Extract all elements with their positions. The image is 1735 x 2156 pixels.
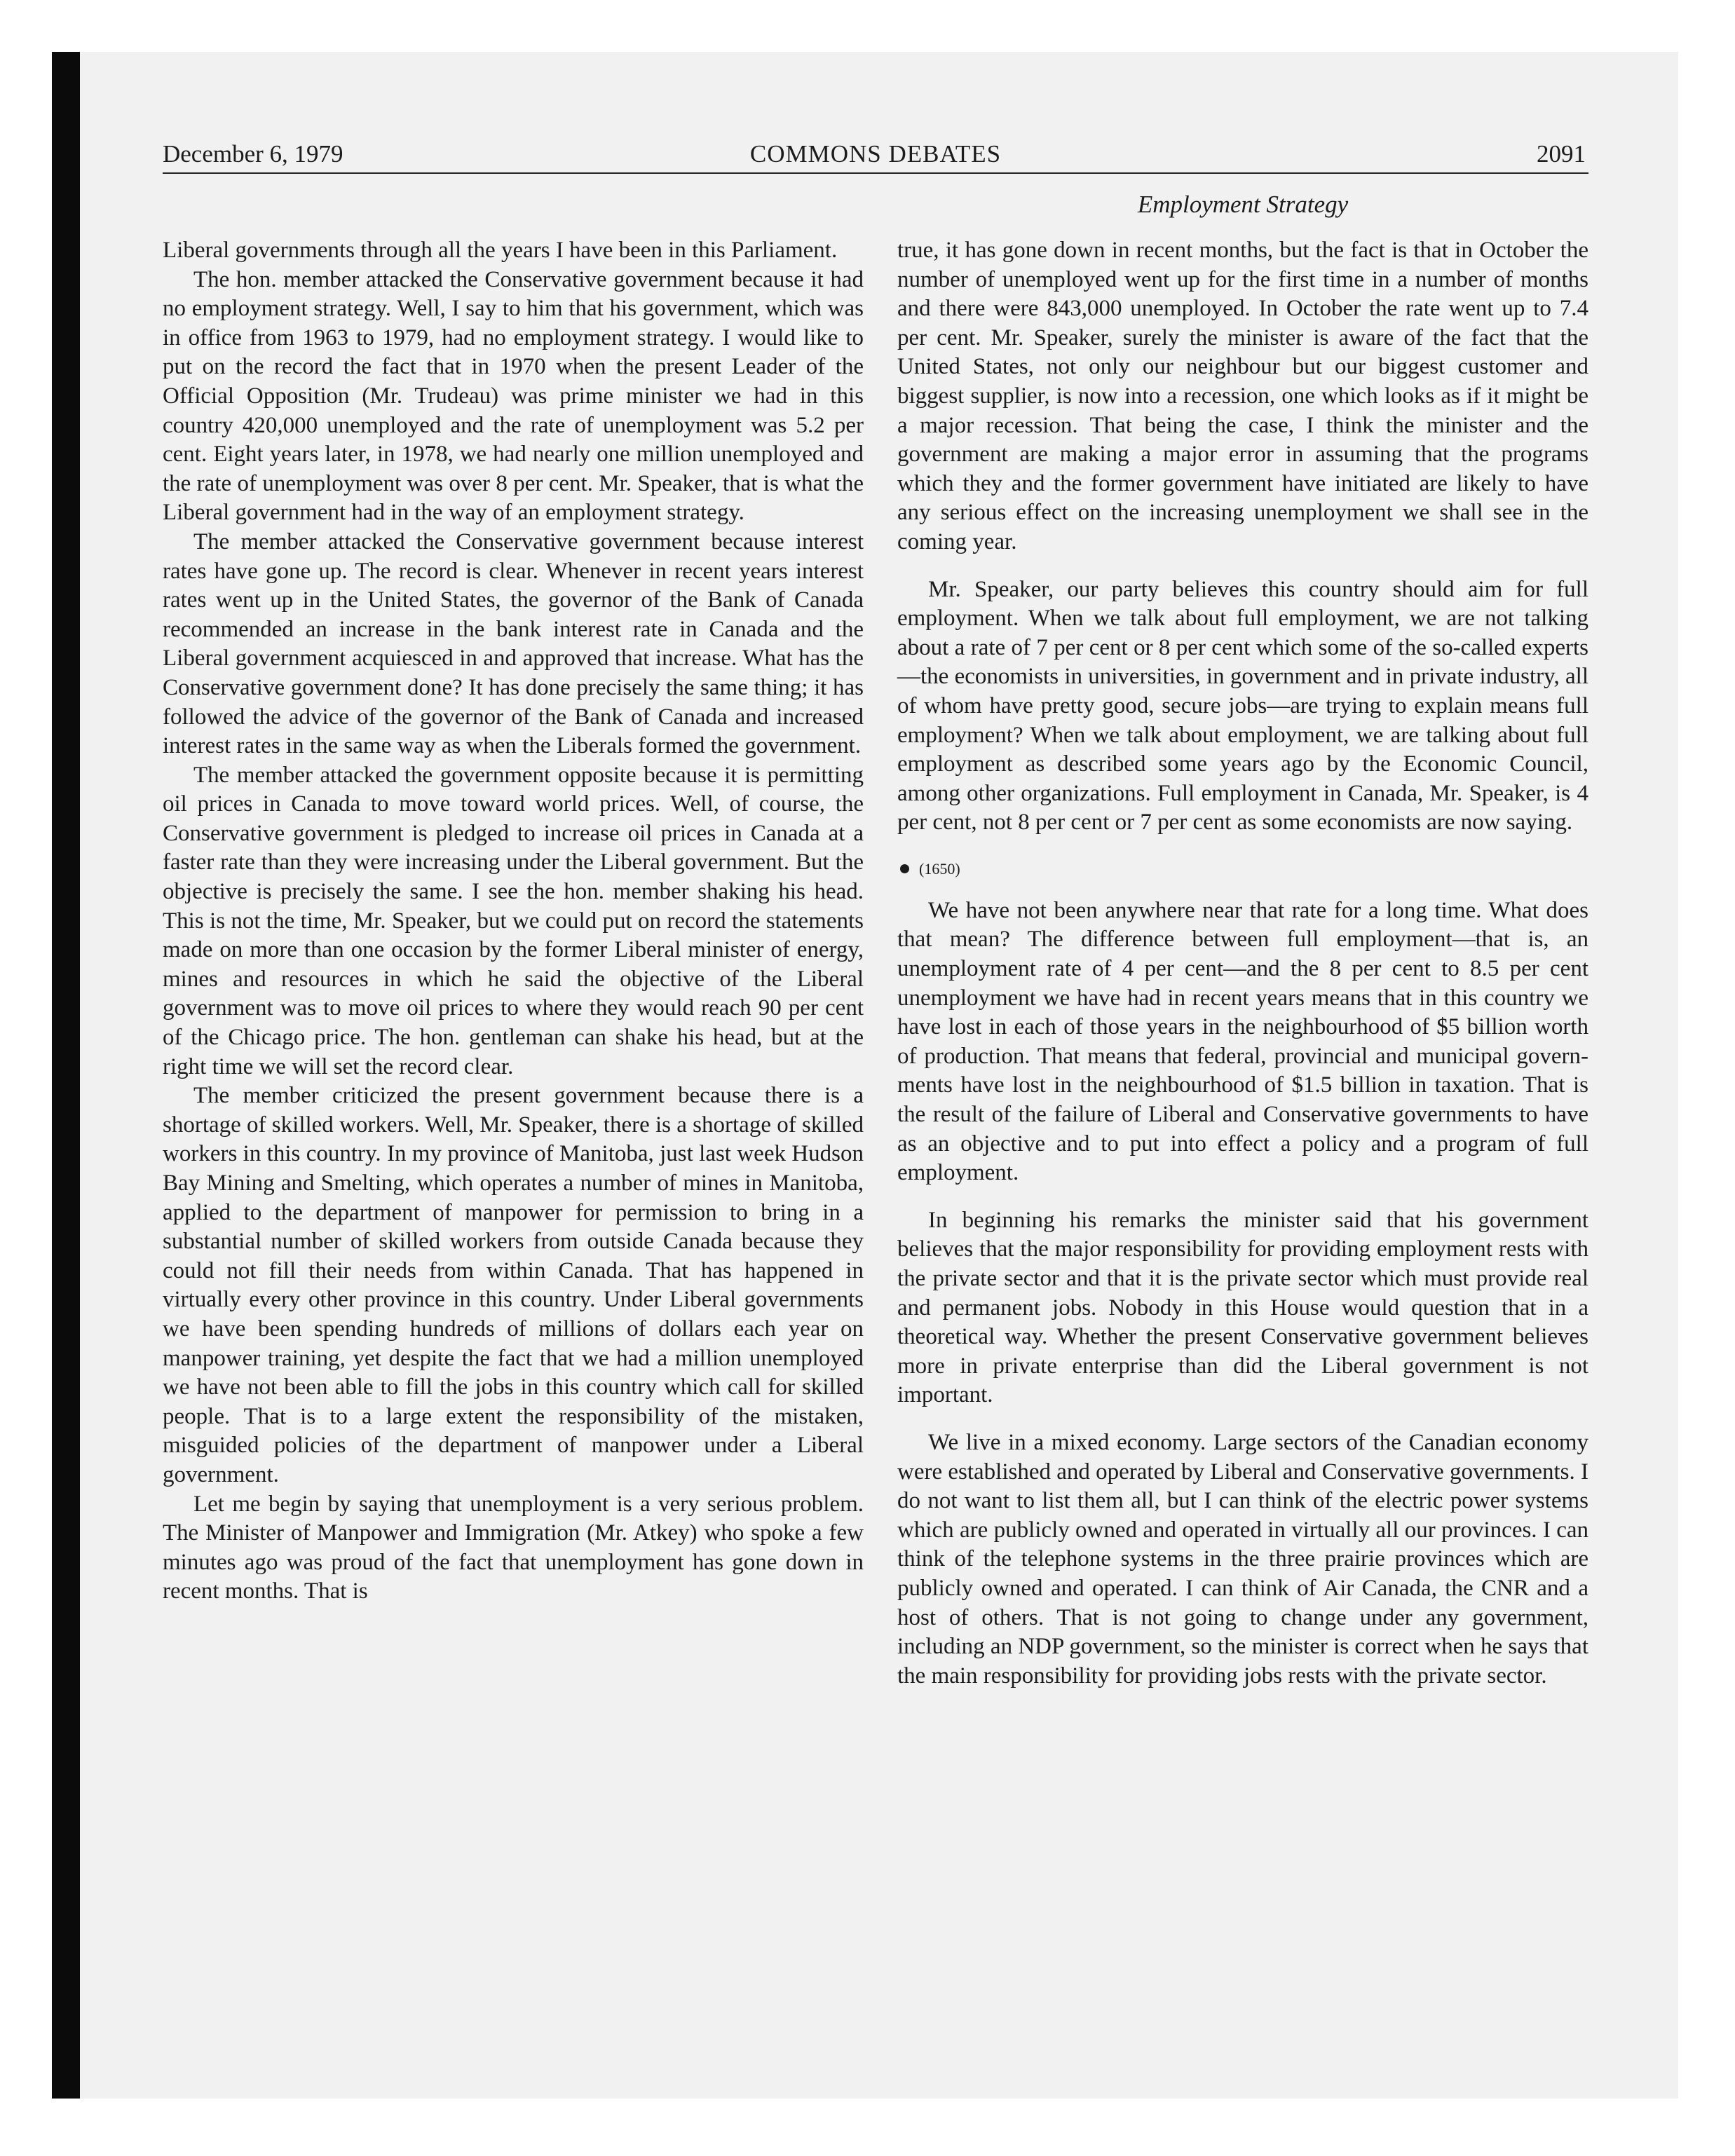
paragraph: Mr. Speaker, our party believes this country should aim for full employment. When we talk about full employment, we are not talking about a rate of 7 per cent or 8 per cent which some of the so-called experts—the economists in universities, in government and in private industry, all of whom have pretty good, secure jobs—are trying to explain means full employment? When we talk about employment, we are talking about full employment as described some years ago by the Economic Council, among other organizations. Full employment in Canada, Mr. Speaker, is 4 per cent, not 8 per cent or 7 per cent as some economists are now saying. [897,576,1588,835]
right-column [897,236,1588,1691]
paragraph: The member attacked the government opposite because it is permitting oil prices in Canada to move toward world prices. Well, of course, the Conservative government is pledged to increase oil prices in Canada at a faster rate than they were increasing under the Liberal government. But the objective is precisely the same. I see the hon. member shaking his head. This is not the time, Mr. Speaker, but we could put on record the statements made on more than one occasion by the former Liberal minister of energy, mines and resources in which he said the objective of the Liberal government was to move oil prices to where they would reach 90 per cent of the Chicago price. The hon. gentleman can shake his head, but at the right time we will set the record clear. [163,762,864,1079]
left-column [163,236,864,1606]
bullet-icon [900,864,909,873]
binding-shadow [52,52,80,2099]
paragraph: In beginning his remarks the minister said that his government believes that the major responsibility for providing employment rests with the private sector and that it is the private sector which must provide real and permanent jobs. Nobody in this House would question that in a theoretical way. Whether the present Conservative government believes more in private enterprise than did the Liberal government is not important. [897,1207,1588,1408]
subject-heading: Employment Strategy [1137,191,1349,218]
paragraph: Let me begin by saying that unemployment is a very serious problem. The Minister of Manpower and Immigration (Mr. Atkey) who spoke a few minutes ago was proud of the fact that unemployment has gone down in recent months. That is [163,1491,864,1604]
time-marker [897,859,1588,880]
paragraph: true, it has gone down in recent months, but the fact is that in October the number of unemployed went up for the first time in a number of months and there were 843,000 unemployed. In October the rate went up to 7.4 per cent. Mr. Speaker, surely the minister is aware of the fact that the United States, not only our neighbour but our biggest customer and biggest supplier, is now into a recession, one which looks as if it might be a major recession. That being the case, I think the minister and the government are making a major error in assuming that the programs which they and the former government have initiated are likely to have any serious effect on the increasing unemployment we shall see in the coming year. [897,238,1588,554]
paragraph: We live in a mixed economy. Large sectors of the Canadian economy were established and operated by Liberal and Conservative governments. I do not want to list them all, but I can think of the electric power systems which are publicly owned and operated in virtually all our provinces. I can think of the telephone systems in the three prairie provinces which are publicly owned and operated. I can think of Air Canada, the CNR and a host of others. That is not going to change under any government, including an NDP government, so the minister is correct when he says that the main responsibility for providing jobs rests with the private sector. [897,1429,1588,1688]
paragraph: The member criticized the present government because there is a shortage of skilled workers. Well, Mr. Speaker, there is a shortage of skilled workers in this country. In my province of Manitoba, just last week Hudson Bay Mining and Smelting, which operates a number of mines in Manitoba, applied to the department of manpower for permission to bring in a substantial number of skilled workers from outside Canada because they could not fill their needs from within Canada. That has happened in virtually every other province in this country. Under Liberal governments we have been spending hundreds of millions of dollars each year on manpower training, yet despite the fact that we had a million unemployed we have not been able to fill the jobs in this country which call for skilled people. That is to a large extent the responsibility of the mistaken, misguided policies of the department of manpower under a Liberal government. [163,1083,864,1487]
paragraph: We have not been anywhere near that rate for a long time. What does that mean? The difference between full employment—that is, an unemployment rate of 4 per cent—and the 8 per cent to 8.5 per cent unemployment we have had in recent years means that in this country we have lost in each of those years in the neighbourhood of $5 billion worth of production. That means that federal, provincial and municipal governments have lost in the neighbourhood of $1.5 billion in taxation. That is the result of the failure of Liberal and Conservative governments to have as an objective and to put into effect a policy and a program of full employment. [897,897,1588,1186]
header-page-number: 2091 [1537,140,1586,168]
paragraph: The member attacked the Conservative government because interest rates have gone up. The record is clear. Whenever in recent years interest rates went up in the United States, the governor of the Bank of Canada recommended an increase in the bank interest rate in Canada and the Liberal government acquiesced in and approved that increase. What has the Conservative government done? It has done precisely the same thing; it has followed the advice of the governor of the Bank of Canada and increased interest rates in the same way as when the Liberals formed the government. [163,528,864,759]
paragraph: The hon. member attacked the Conservative government because it had no employment strategy. Well, I say to him that his government, which was in office from 1963 to 1979, had no employment strategy. I would like to put on the record the fact that in 1970 when the present Leader of the Official Opposition (Mr. Trudeau) was prime minister we had in this country 420,000 unemployed and the rate of unemployment was 5.2 per cent. Eight years later, in 1978, we had nearly one million unemployed and the rate of unemployment was over 8 per cent. Mr. Speaker, that is what the Liberal government had in the way of an employment strategy. [163,266,864,526]
header-date: December 6, 1979 [163,140,343,168]
header-publication-title: COMMONS DEBATES [749,140,1002,168]
paragraph: Liberal governments through all the years I have been in this Parliament. [163,238,838,263]
running-header [163,137,1588,174]
time-marker-label: (1650) [919,859,960,878]
